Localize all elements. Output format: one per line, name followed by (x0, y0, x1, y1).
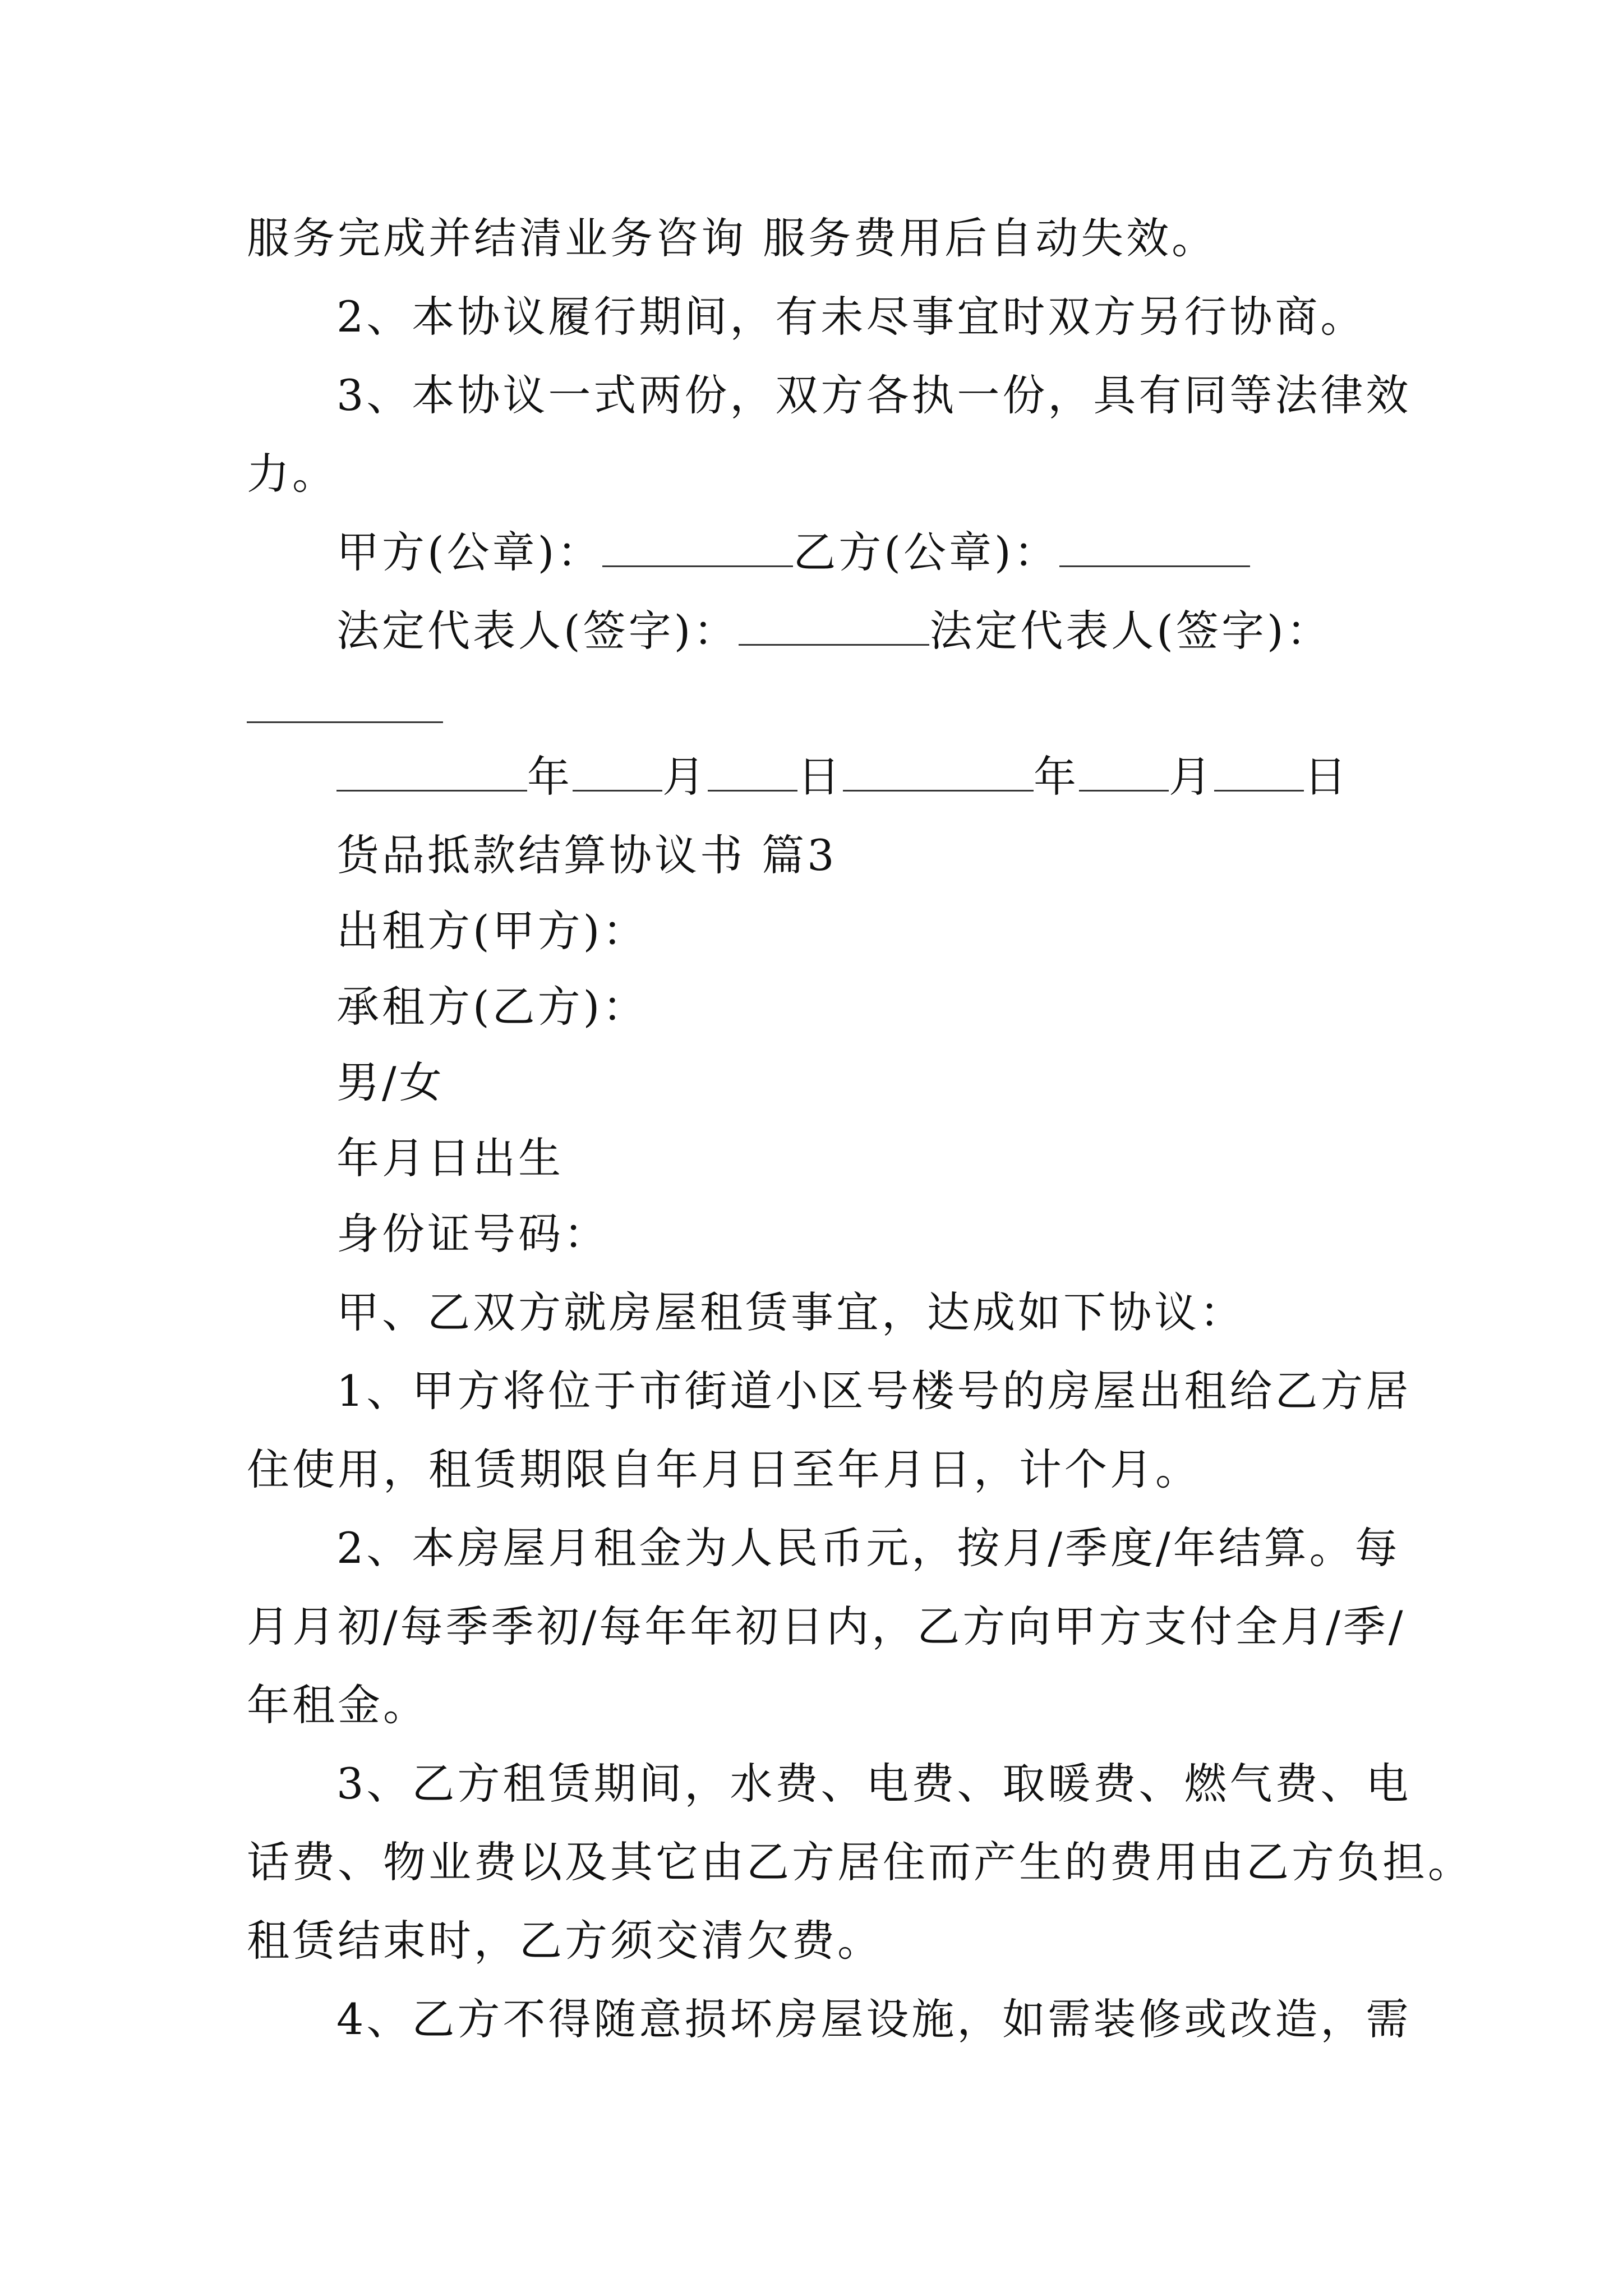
day-a-label: 日 (797, 752, 843, 802)
agreement-intro: 甲、乙双方就房屋租赁事宜，达成如下协议： (336, 1287, 1245, 1337)
clause-line: 2、本房屋月租金为人民币元，按月/季度/年结算。每 (336, 1523, 1400, 1573)
rep-b-blank (247, 721, 443, 723)
month-a-label: 月 (662, 752, 708, 802)
text-line: 2、本协议履行期间，有未尽事宜时双方另行协商。 (336, 292, 1366, 342)
rep-a-blank (739, 605, 929, 646)
party-b-seal-label: 乙方(公章)： (793, 527, 1059, 577)
party-a-seal-label: 甲方(公章)： (336, 527, 603, 577)
party-a-seal-blank (602, 526, 793, 567)
representative-row (336, 603, 1481, 659)
text-line: 服务完成并结清业务咨询 服务费用后自动失效。 (247, 213, 1218, 263)
clause-line: 年租金。 (247, 1680, 428, 1730)
clause-line: 月月初/每季季初/每年年初日内，乙方向甲方支付全月/季/ (247, 1602, 1406, 1651)
year-a-blank (336, 751, 527, 792)
clause-line: 4、乙方不得随意损坏房屋设施，如需装修或改造，需 (336, 1994, 1412, 2044)
year-a-label: 年 (527, 752, 573, 802)
month-a-blank (573, 751, 662, 792)
lessee-field: 承租方(乙方)： (336, 982, 648, 1032)
section-title: 货品抵款结算协议书 篇3 (336, 830, 837, 880)
year-b-label: 年 (1034, 752, 1079, 802)
day-a-blank (708, 751, 797, 792)
clause-line: 1、甲方将位于市街道小区号楼号的房屋出租给乙方居 (336, 1366, 1412, 1416)
date-row (336, 749, 1481, 805)
day-b-label: 日 (1304, 752, 1349, 802)
day-b-blank (1214, 751, 1304, 792)
party-b-seal-blank (1059, 526, 1250, 567)
clause-line: 3、乙方租赁期间，水费、电费、取暖费、燃气费、电 (336, 1759, 1412, 1809)
id-number-field: 身份证号码： (336, 1209, 609, 1259)
rep-b-label: 法定代表人(签字)： (929, 606, 1332, 656)
clause-line: 租赁结束时，乙方须交清欠费。 (247, 1916, 883, 1966)
year-b-blank (843, 751, 1034, 792)
rep-a-label: 法定代表人(签字)： (336, 606, 739, 656)
month-b-blank (1079, 751, 1169, 792)
month-b-label: 月 (1169, 752, 1214, 802)
gender-field: 男/女 (336, 1057, 445, 1107)
clause-line: 话费、物业费以及其它由乙方居住而产生的费用由乙方负担。 (247, 1837, 1473, 1887)
text-line: 力。 (247, 449, 338, 499)
clause-line: 住使用，租赁期限自年月日至年月日，计个月。 (247, 1444, 1201, 1494)
lessor-field: 出租方(甲方)： (336, 906, 648, 956)
party-seal-row (336, 524, 1481, 581)
text-line: 3、本协议一式两份，双方各执一份，具有同等法律效 (336, 370, 1412, 420)
birthdate-field: 年月日出生 (336, 1133, 564, 1183)
